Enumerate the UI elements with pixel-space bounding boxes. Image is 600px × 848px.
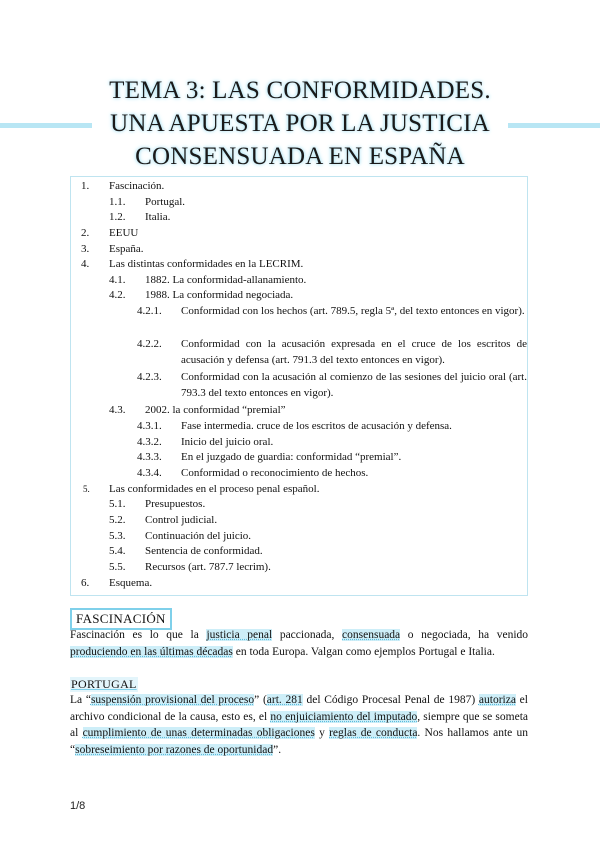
text: , siempre que se someta al bbox=[70, 710, 528, 739]
toc-item: Fase intermedia. cruce de los escritos de acusación y defensa. bbox=[181, 420, 452, 432]
toc-item: Las conformidades en el proceso penal español. bbox=[109, 483, 320, 495]
section-heading-portugal: PORTUGAL bbox=[71, 677, 137, 691]
text: Fascinación es lo que la bbox=[70, 629, 207, 641]
toc-num: 5.3. bbox=[109, 530, 126, 542]
highlight: sobreseimiento por razones de oportunidad bbox=[75, 743, 274, 756]
toc-item: EEUU bbox=[109, 227, 139, 239]
text: La “ bbox=[70, 694, 91, 706]
toc-num: 5.2. bbox=[109, 514, 126, 526]
toc-item: Portugal. bbox=[145, 196, 186, 208]
toc-item: Continuación del juicio. bbox=[145, 530, 252, 542]
toc-num: 4.3. bbox=[109, 404, 126, 416]
title-line-1: TEMA 3: LAS CONFORMIDADES. bbox=[109, 77, 491, 104]
highlight: consensuada bbox=[342, 629, 401, 641]
highlight: produciendo en las últimas décadas bbox=[70, 645, 233, 658]
table-of-contents bbox=[70, 176, 528, 596]
toc-item: En el juzgado de guardia: conformidad “premial”. bbox=[181, 451, 402, 463]
text: en toda Europa. Valgan como ejemplos Portugal e Italia. bbox=[232, 645, 495, 658]
toc-num: 5.1. bbox=[109, 498, 126, 510]
toc-item: Italia. bbox=[145, 211, 171, 223]
paragraph-fascinacion bbox=[70, 627, 528, 660]
toc-item: Conformidad o reconocimiento de hechos. bbox=[181, 467, 369, 479]
highlight: cumplimiento de unas determinadas obligaciones bbox=[82, 727, 315, 739]
toc-num: 4.3.1. bbox=[137, 420, 162, 432]
toc-item: Recursos (art. 787.7 lecrim). bbox=[145, 561, 271, 573]
toc-item: Fascinación. bbox=[109, 180, 165, 192]
highlight: justicia penal bbox=[206, 629, 273, 641]
text: y bbox=[314, 727, 330, 739]
highlight: autoriza bbox=[478, 694, 516, 706]
toc-num: 6. bbox=[81, 577, 90, 589]
toc-num: 1. bbox=[81, 180, 90, 192]
text: ”. bbox=[273, 743, 282, 756]
toc-num: 4.3.2. bbox=[137, 436, 162, 448]
title-line-3: CONSENSUADA EN ESPAÑA bbox=[135, 143, 465, 170]
toc-item: Control judicial. bbox=[145, 514, 218, 526]
toc-num: 4.2.3. bbox=[137, 371, 162, 383]
text: el archivo condicional de la causa, esto es, el bbox=[70, 694, 528, 723]
toc-num: 4.2.1. bbox=[137, 305, 162, 317]
toc-num: 1.2. bbox=[109, 211, 126, 223]
text: . Nos hallamos ante un “ bbox=[70, 727, 529, 756]
toc-item: Conformidad con los hechos (art. 789.5, regla 5ª, del texto entonces en vigor). bbox=[181, 305, 525, 317]
toc-num: 4.3.4. bbox=[137, 467, 162, 479]
toc-item: 1882. La conformidad-allanamiento. bbox=[145, 274, 307, 286]
toc-num: 4.3.3. bbox=[137, 451, 162, 463]
highlight: reglas de conducta bbox=[329, 727, 418, 739]
toc-item: 1988. La conformidad negociada. bbox=[145, 289, 294, 301]
text: paccionada, bbox=[272, 629, 343, 641]
toc-item: Las distintas conformidades en la LECRIM. bbox=[109, 258, 304, 270]
toc-item: 2002. la conformidad “premial” bbox=[145, 404, 286, 416]
text: ” ( bbox=[254, 694, 267, 706]
highlight: suspensión provisional del proceso bbox=[90, 694, 255, 706]
text: del Código Procesal Penal de 1987) bbox=[302, 694, 479, 706]
toc-num: 4.2. bbox=[109, 289, 126, 301]
toc-item: Conformidad con la acusación al comienzo de las sesiones del juicio oral (art. 793.3 del texto entonces en vigor). bbox=[181, 371, 527, 399]
highlight: no enjuiciamiento del imputado bbox=[270, 710, 418, 723]
toc-num: 2. bbox=[81, 227, 90, 239]
title-line-2: UNA APUESTA POR LA JUSTICIA bbox=[110, 110, 490, 137]
toc-num: 5.4. bbox=[109, 545, 126, 557]
toc-item: Esquema. bbox=[109, 577, 153, 589]
toc-item: Presupuestos. bbox=[145, 498, 206, 510]
toc-num: 5.5. bbox=[109, 561, 126, 573]
toc-num: 1.1. bbox=[109, 196, 126, 208]
toc-num: 4.2.2. bbox=[137, 338, 162, 350]
page-number: 1/8 bbox=[70, 800, 86, 812]
toc-num: 3. bbox=[81, 243, 90, 255]
toc-item: Inicio del juicio oral. bbox=[181, 436, 274, 448]
toc-item: Sentencia de conformidad. bbox=[145, 545, 263, 557]
paragraph-portugal bbox=[70, 692, 528, 758]
section-heading-fascinacion: FASCINACIÓN bbox=[70, 608, 172, 630]
document-title bbox=[0, 74, 600, 173]
toc-num: 4. bbox=[81, 258, 90, 270]
text: o negociada, ha venido bbox=[400, 629, 529, 641]
toc-num: 5. bbox=[83, 484, 90, 494]
toc-item: España. bbox=[109, 243, 144, 255]
toc-num: 4.1. bbox=[109, 274, 126, 286]
highlight: art. 281 bbox=[266, 694, 303, 706]
toc-item: Conformidad con la acusación expresada en el cruce de los escritos de acusación y defensa (art. 791.3 del texto entonces en vigor). bbox=[181, 338, 527, 366]
